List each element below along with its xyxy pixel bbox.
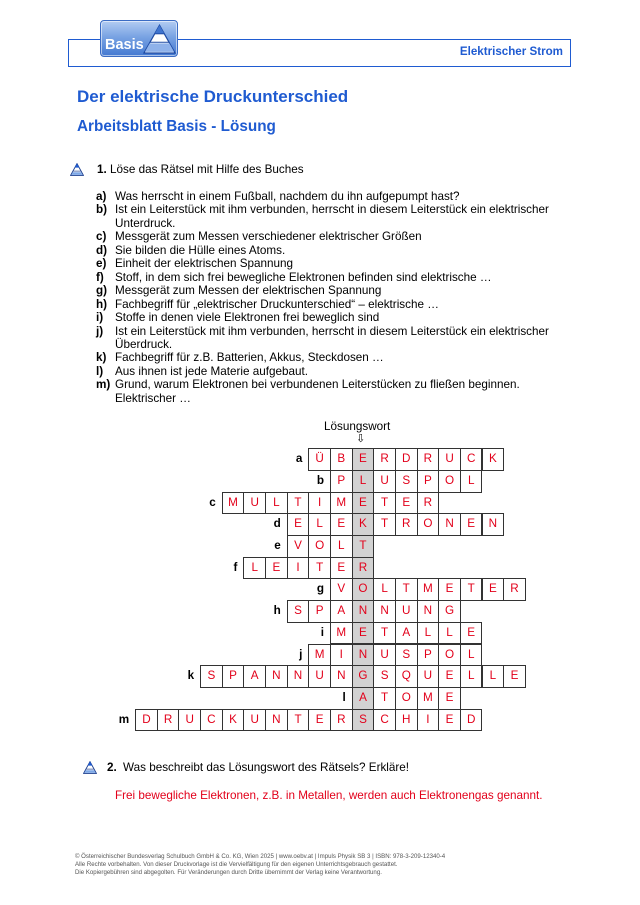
crossword-cell: K [222,709,245,732]
solution-cell: T [352,535,375,558]
crossword-cell: T [373,513,396,536]
clue-text [115,284,381,297]
crossword-row-label: e [274,539,281,553]
crossword-cell: L [438,622,461,645]
crossword-cell: E [395,492,418,515]
crossword-cell: U [178,709,201,732]
crossword-cell: N [265,709,288,732]
solution-cell: S [352,709,375,732]
clue-text [115,244,285,257]
crossword-cell: E [287,513,310,536]
solution-cell: E [352,448,375,471]
clue-letter: b) [96,203,108,217]
crossword-cell: T [460,578,483,601]
task-number: 2. [107,761,117,774]
crossword-row-label: l [342,690,346,704]
crossword-cell: T [308,557,331,580]
crossword-cell: L [265,492,288,515]
crossword-cell: Ü [308,448,331,471]
footer [75,853,445,878]
crossword-cell: N [330,665,353,688]
crossword-cell: A [243,665,266,688]
crossword-cell: E [330,513,353,536]
solution-cell: E [352,492,375,515]
crossword-cell: D [395,448,418,471]
pyramid-icon [143,24,176,54]
crossword-cell: U [243,709,266,732]
clue-letter: m) [96,378,111,392]
crossword-cell: L [243,557,266,580]
crossword-cell: B [330,448,353,471]
clue-text-line: Grund, warum Elektronen bei verbundenen Leiterstücken zu fließen beginnen. [115,378,520,392]
topic-label: Elektrischer Strom [459,45,563,58]
crossword-row-label: m [118,712,130,726]
footer-line: Alle Rechte vorbehalten. Von dieser Druckvorlage ist die Vervielfältigung für den eigenen Unterrichtsgebrauch gestattet. [75,861,398,869]
crossword-cell: U [373,644,396,667]
clue-item [96,190,549,203]
crossword-cell: R [395,513,418,536]
crossword-cell: G [438,600,461,623]
clue-item [96,311,549,324]
crossword-cell: L [482,665,505,688]
clue-letter: a) [96,190,107,203]
clue-text-line: Messgerät zum Messen der elektrischen Spannung [115,284,382,298]
crossword-cell: N [373,600,396,623]
crossword-cell: T [287,492,310,515]
crossword-cell: U [308,665,331,688]
clue-letter: k) [96,351,107,365]
crossword-cell: V [330,578,353,601]
crossword-row-label: d [273,517,281,531]
clue-text-line: Fachbegriff für z.B. Batterien, Akkus, Steckdosen … [115,351,384,365]
crossword-cell: M [417,687,440,710]
crossword-row-label: j [299,647,303,661]
crossword-cell: O [395,687,418,710]
pyramid-icon [83,761,97,774]
crossword-cell: E [438,709,461,732]
task-1-heading [97,163,304,177]
clue-letter: d) [96,243,108,257]
solution-cell: O [352,578,375,601]
crossword-grid [118,448,526,732]
clue-item [96,298,549,311]
crossword-cell: S [287,600,310,623]
footer-line: © Österreichischer Bundesverlag Schulbuch GmbH & Co. KG, Wien 2025 | www.oebv.at | Impuls Physik SB 3 | ISBN: 978-3-209-12340-4 [75,853,446,860]
crossword-cell: U [243,492,266,515]
clue-item [96,351,549,364]
clue-item [96,244,549,257]
crossword-cell: R [503,578,526,601]
clue-text-line: Stoffe in denen viele Elektronen frei beweglich sind [115,311,380,325]
clue-item [96,271,549,284]
crossword-cell: H [395,709,418,732]
crossword-cell: D [135,709,158,732]
crossword-cell: N [417,600,440,623]
clue-item [96,325,549,352]
clue-text-line: Überdruck. [115,337,173,351]
crossword-cell: T [373,492,396,515]
crossword-cell: O [438,644,461,667]
clue-letter: j) [96,324,104,338]
crossword-cell: K [482,448,505,471]
clue-item [96,284,549,297]
crossword-cell: E [438,687,461,710]
logo-text: Basis [105,37,144,53]
crossword-cell: A [395,622,418,645]
crossword-row-label: c [209,495,216,509]
crossword-cell: C [373,709,396,732]
clue-text [115,203,549,230]
crossword-cell: I [308,492,331,515]
clue-text [115,378,520,405]
clue-item [96,378,549,405]
crossword-cell: M [308,644,331,667]
pyramid-icon [70,163,84,176]
crossword-cell: N [287,665,310,688]
crossword-cell: L [460,470,483,493]
crossword-cell: T [373,622,396,645]
clue-item [96,365,549,378]
solution-cell: A [352,687,375,710]
crossword-cell: E [438,578,461,601]
clue-letter: l) [96,364,104,378]
crossword-cell: D [460,709,483,732]
crossword-cell: E [308,709,331,732]
task-2-heading [107,761,409,775]
crossword-cell: L [460,665,483,688]
down-arrow-icon: ⇩ [356,432,366,445]
crossword-row-label: k [187,669,195,683]
crossword-cell: E [438,665,461,688]
crossword-cell: V [287,535,310,558]
basis-logo [100,20,178,57]
crossword-cell: U [395,600,418,623]
crossword-cell: P [330,470,353,493]
clue-text [115,351,384,364]
solution-word-label: Lösungswort [324,420,391,433]
crossword-row-label: h [273,604,281,618]
crossword-cell: R [157,709,180,732]
crossword-cell: A [330,600,353,623]
clue-text [115,230,422,243]
clue-text-line: Fachbegriff für „elektrischer Druckunterschied“ – elektrische … [115,297,439,311]
clue-letter: g) [96,284,108,298]
crossword-cell: I [330,644,353,667]
solution-cell: E [352,622,375,645]
clue-text [115,365,308,378]
crossword-cell: E [460,622,483,645]
crossword-cell: P [308,600,331,623]
answer-text: Frei bewegliche Elektronen, z.B. in Metallen, werden auch Elektronengas genannt. [115,789,543,802]
solution-cell: K [352,513,375,536]
crossword-cell: M [330,492,353,515]
task-question: Was beschreibt das Lösungswort des Rätsels? Erkläre! [123,761,410,774]
solution-cell: N [352,600,375,623]
crossword-cell: N [438,513,461,536]
clue-letter: h) [96,297,108,311]
clue-item [96,230,549,243]
crossword-cell: E [503,665,526,688]
crossword-cell: T [395,578,418,601]
crossword-cell: C [460,448,483,471]
crossword-cell: U [438,448,461,471]
crossword-row-label: a [295,452,303,466]
crossword-cell: E [460,513,483,536]
crossword-cell: E [482,578,505,601]
clue-letter: i) [96,311,104,325]
crossword-cell: T [373,687,396,710]
crossword-cell: E [265,557,288,580]
clue-letter: c) [96,230,107,244]
crossword-cell: O [438,470,461,493]
crossword-row-label: g [316,582,325,596]
clue-text-line: Messgerät zum Messen verschiedener elektrischer Größen [115,230,422,244]
crossword-row-label: b [316,473,325,487]
solution-cell: R [352,557,375,580]
crossword-cell: S [200,665,223,688]
clue-text-line: Was herrscht in einem Fußball, nachdem du ihn aufgepumpt hast? [115,190,460,203]
clue-text-line: Unterdruck. [115,216,176,230]
crossword-cell: P [417,470,440,493]
crossword-cell: R [417,492,440,515]
crossword-cell: P [222,665,245,688]
crossword-cell: L [460,644,483,667]
solution-cell: G [352,665,375,688]
crossword-cell: I [287,557,310,580]
clue-text [115,311,379,324]
crossword-cell: M [330,622,353,645]
clue-text-line: Stoff, in dem sich frei bewegliche Elektronen befinden sind elektrische … [115,270,492,284]
solution-cell: N [352,644,375,667]
clue-text-line: Einheit der elektrischen Spannung [115,257,294,271]
clue-text-line: Ist ein Leiterstück mit ihm verbunden, herrscht in diesem Leiterstück ein elektrischer [115,324,549,338]
crossword-cell: O [417,513,440,536]
crossword-cell: R [417,448,440,471]
clue-letter: e) [96,257,107,271]
crossword-cell: P [417,644,440,667]
crossword-cell: U [373,470,396,493]
crossword-cell: L [330,535,353,558]
crossword-cell: R [373,448,396,471]
crossword-cell: C [200,709,223,732]
task-instruction: Löse das Rätsel mit Hilfe des Buches [110,163,304,176]
crossword-cell: I [417,709,440,732]
clue-text [115,325,549,352]
crossword-row-label: i [320,625,325,639]
clue-item [96,203,549,230]
crossword-cell: E [330,557,353,580]
clue-text [115,271,492,284]
clue-text [115,190,460,203]
clue-text-line: Elektrischer … [115,391,191,405]
crossword-cell: S [395,470,418,493]
crossword-cell: R [330,709,353,732]
clue-text-line: Sie bilden die Hülle eines Atoms. [115,243,286,257]
crossword-cell: T [287,709,310,732]
clue-text [115,298,439,311]
crossword-cell: N [482,513,505,536]
crossword-cell: M [417,578,440,601]
clue-list [96,190,549,405]
clue-text [115,257,293,270]
crossword-cell: M [222,492,245,515]
page-title: Der elektrische Druckunterschied [77,87,349,106]
task-number: 1. [97,163,107,176]
crossword-cell: S [395,644,418,667]
crossword-cell: L [308,513,331,536]
clue-text-line: Aus ihnen ist jede Materie aufgebaut. [115,364,308,378]
clue-item [96,257,549,270]
crossword-cell: Q [395,665,418,688]
footer-line: Die Kopiergebühren sind abgegolten. Für Veränderungen durch Dritte übernimmt der Verlag keine Verantwortung. [75,869,382,877]
crossword-cell: S [373,665,396,688]
crossword-cell: N [265,665,288,688]
clue-text-line: Ist ein Leiterstück mit ihm verbunden, herrscht in diesem Leiterstück ein elektrischer [115,203,549,217]
crossword-row-label: f [233,560,238,574]
clue-letter: f) [96,270,104,284]
solution-cell: L [352,470,375,493]
crossword-cell: U [417,665,440,688]
crossword-cell: O [308,535,331,558]
crossword-cell: L [373,578,396,601]
crossword-cell: L [417,622,440,645]
page-subtitle: Arbeitsblatt Basis - Lösung [77,118,276,135]
